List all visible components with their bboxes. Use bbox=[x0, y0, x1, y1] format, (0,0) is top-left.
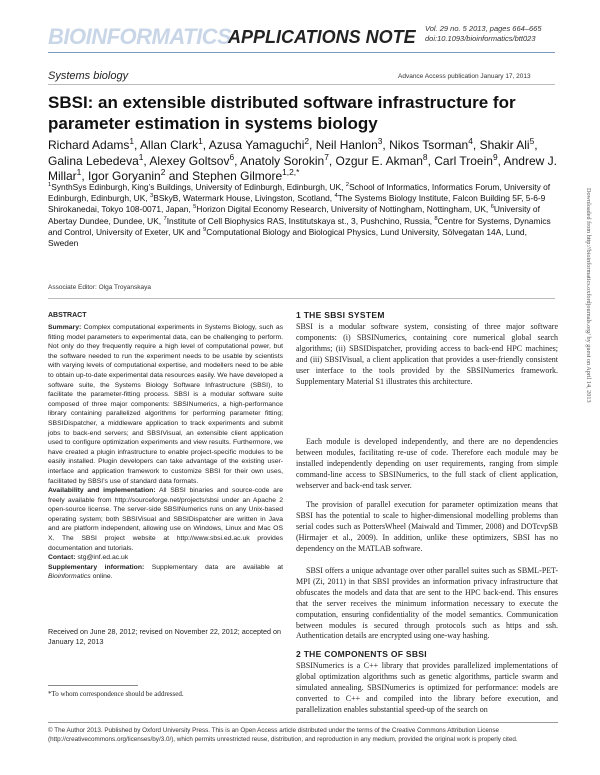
section1-p2: Each module is developed independently, and there are no dependencies between modules, facilitating re-use of code. Therefore each module may be installed independently depending on user requirements, ranging from simple command-line access to SBSINumerics, to the full stack of client application, webserver and back-end task server. bbox=[296, 437, 558, 490]
section2-heading: 2 THE COMPONENTS OF SBSI bbox=[296, 649, 427, 659]
abstract-body: Summary: Complex computational experiments in Systems Biology, such as fitting model parameters to experimental data, can be challenging to perform. Not only do they frequently require a high level of computational power, but the software needed to run the experiment needs to be usable by scientists with varying levels of computational expertise, and modellers need to be able to obtain up-to-date experimental data resources easily. We have developed a software suite, the Systems Biology Software Infrastructure (SBSI), to facilitate the parameter-fitting process. SBSI is a modular software suite composed of three major components: SBSINumerics, a high-performance library containing parallelized algorithms for performing parameter fitting; SBSIDispatcher, a middleware application to track experiments and submit jobs to back-end servers; and SBSIVisual, an extensible client application used to configure optimization experiments and view results. Furthermore, we have created a plugin infrastructure to enable project-specific modules to be easily installed. Plugin developers can take advantage of the existing user-interface and application framework to customize SBSI for their own uses, facilitated by SBSI’s use of standard data formats. Availability and implementation: All SBSI binaries and source-code are freely available from http://sourceforge.net/projects/sbsi under an Apache 2 open-source license. The server-side SBSINumerics runs on any Unix-based operating system; both SBSIVisual and SBSIDispatcher are written in Java and are platform independent, allowing use on Windows, Linux and Mac OS X. The SBSI project website at http://www.sbsi.ed.ac.uk provides documentation and tutorials. Contact: stg@inf.ed.ac.uk Supplementary information: Supplementary data are available at Bioinformatics online. bbox=[48, 324, 284, 581]
section2-p1: SBSINumerics is a C++ library that provides parallelized implementations of global optimization algorithms such as genetic algorithms, particle swarm and simulated annealing. SBSINumerics is optimized for performance: models are converted to C++ and compiled into the library before execution, and parallelization enables substantial speed-up of the search on bbox=[296, 661, 558, 714]
section-label: Systems biology bbox=[48, 70, 129, 82]
footnote-rule bbox=[48, 685, 138, 686]
download-note[interactable]: Downloaded from http://bioinformatics.oxfordjournals.org/ by guest on April 14, 2013 bbox=[585, 188, 592, 403]
article-title: SBSI: an extensible distributed software infrastructure for parameter estimation in systems biology bbox=[48, 93, 516, 133]
received-dates: Received on June 28, 2012; revised on November 22, 2012; accepted on January 12, 2013 bbox=[48, 627, 281, 646]
section1-p1: SBSI is a modular software system, consisting of three major software components: (i) SBSINumerics, containing core numerical global search algorithms; (ii) SBSIDispatcher, providing access to back-end HPC machines; and (iii) SBSIVisual, a client application that provides a user-friendly consistent user interface to the tools provided by the SBSINumerics framework. Supplementary Material S1 illustrates this architecture. bbox=[296, 322, 558, 386]
section1-paragraph bbox=[296, 437, 558, 492]
volume-info bbox=[425, 24, 542, 44]
header-rule bbox=[48, 52, 555, 53]
download-sidebar bbox=[578, 188, 592, 518]
section1-paragraph bbox=[296, 500, 558, 555]
volume-line: Vol. 29 no. 5 2013, pages 664–665 bbox=[425, 24, 542, 33]
title-rule bbox=[48, 84, 555, 85]
abstract-heading: ABSTRACT bbox=[48, 312, 87, 319]
copyright: © The Author 2013. Published by Oxford University Press. This is an Open Access article distributed under the terms of the Creative Commons Attribution License (http://creativecommons.org/licenses/by/3.0/), which permits unrestricted reuse, distribution, and reproduction in any medium, provided the original work is properly cited. bbox=[48, 727, 518, 743]
article-type: APPLICATIONS NOTE bbox=[228, 27, 416, 47]
advance-access: Advance Access publication January 17, 2013 bbox=[398, 73, 531, 80]
affiliations: $^1$SynthSys Edinburgh, King’s Buildings, University of Edinburgh, Edinburgh, UK, $^2$School of Informatics, Informatics Forum, University of Edinburgh, Edinburgh, UK, $^3$BSkyB, Watermark House, Livingston, Scotland, $^4$The Systems Biology Institute, Falcon Building 5F, 5-6-9 Shirokanedai, Tokyo 108-0071, Japan, $^5$Horizon Digital Economy Research, University of Nottingham, Nottingham, UK, $^6$University of Abertay Dundee, Dundee, UK, $^7$Institute of Cell Biophysics RAS, Institutskaya st., 3, Pushchino, Russia, $^8$Centre for Systems, Dynamics and Control, University of Exeter, UK and $^9$Computational Biology and Biological Physics, Lund University, Sölvegatan 14A, Lund, Sweden bbox=[48, 182, 551, 249]
section1-heading: 1 THE SBSI SYSTEM bbox=[296, 310, 385, 320]
authors: Richard Adams$^1$, Allan Clark$^1$, Azusa Yamaguchi$^2$, Neil Hanlon$^3$, Nikos Tsorman$^4$, Shakir Ali$^5$, Galina Lebedeva$^1$, Alexey Goltsov$^6$, Anatoly Sorokin$^7$, Ozgur E. Akman$^8$, Carl Troein$^9$, Andrew J. Millar$^1$, Igor Goryanin$^2$ and Stephen Gilmore$^{1,2,*}$ bbox=[48, 136, 557, 183]
associate-editor: Associate Editor: Olga Troyanskaya bbox=[48, 284, 151, 291]
section2-paragraph bbox=[296, 661, 558, 716]
abstract-rule bbox=[48, 298, 555, 299]
journal-name: BIOINFORMATICS bbox=[48, 24, 232, 49]
doi-line[interactable]: doi:10.1093/bioinformatics/btt023 bbox=[425, 34, 536, 43]
section1-p3: The provision of parallel execution for parameter optimization means that SBSI has the potential to scale to higher-dimensional modelling problems than serial codes such as PottersWheel (Maiwald and Timmer, 2008) and DOTcvpSB (Hirmajer et al., 2009). In addition, unlike these optimizers, SBSI has no dependency on the MATLAB software. bbox=[296, 500, 558, 553]
footnote: *To whom correspondence should be addressed. bbox=[48, 690, 184, 698]
section1-paragraph bbox=[296, 322, 558, 387]
section1-paragraph bbox=[296, 566, 558, 642]
section1-p4: SBSI offers a unique advantage over other parallel suites such as SBML-PET-MPI (Zi, 2011) in that SBSI provides an information privacy infrastructure that obfuscates the models and data that are sent to the HPC back-end. This ensures that the server receives the minimum information necessary to execute the computation, ensuring confidentiality of the model semantics. Communication between modules is secured through protocols such as https and ssh. Authentication details are encrypted using one-way hashing. bbox=[296, 566, 558, 641]
bottom-rule bbox=[48, 722, 558, 723]
